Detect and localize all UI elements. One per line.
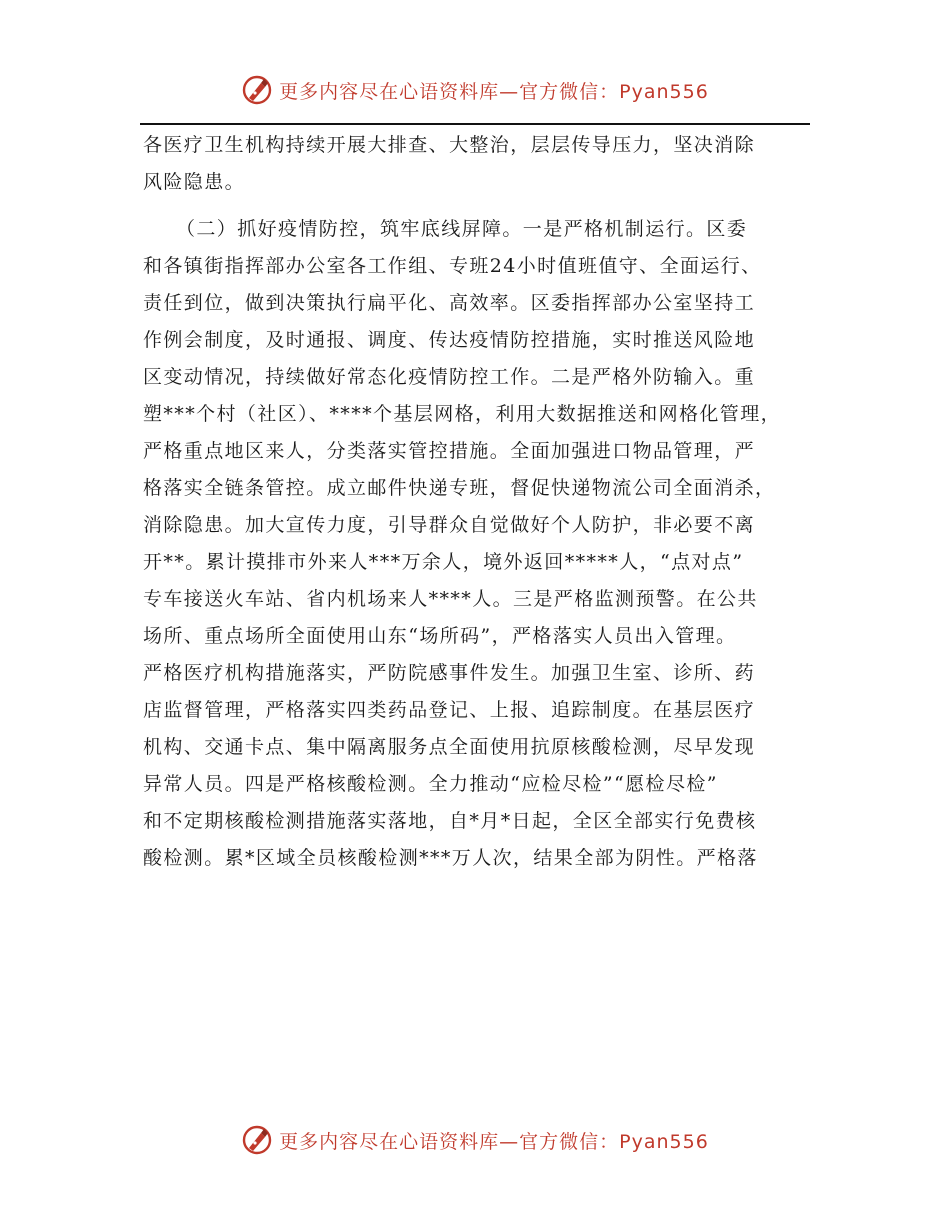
text-line: 和不定期核酸检测措施落实落地，自*月*日起，全区全部实行免费核	[143, 810, 757, 832]
document-body	[143, 127, 808, 877]
header-banner	[0, 70, 950, 110]
text-line: 严格重点地区来人，分类落实管控措施。全面加强进口物品管理，严	[143, 440, 756, 462]
text-line: 严格医疗机构措施落实，严防院感事件发生。加强卫生室、诊所、药	[143, 662, 756, 684]
text-line: 场所、重点场所全面使用山东“场所码”，严格落实人员出入管理。	[143, 625, 737, 647]
text-line: 区变动情况，持续做好常态化疫情防控工作。二是严格外防输入。重	[143, 366, 756, 388]
text-line: 各医疗卫生机构持续开展大排查、大整治，层层传导压力，坚决消除	[143, 134, 756, 156]
text-line: 开**。累计摸排市外来人***万余人，境外返回*****人，“点对点”	[143, 551, 744, 573]
footer-banner-text: 更多内容尽在心语资料库—官方微信：Pyan556	[279, 1130, 709, 1153]
text-line: 和各镇街指挥部办公室各工作组、专班24小时值班值守、全面运行、	[143, 255, 762, 277]
text-line: 格落实全链条管控。成立邮件快递专班，督促快递物流公司全面消杀，	[143, 477, 776, 499]
text-line: 消除隐患。加大宣传力度，引导群众自觉做好个人防护，非必要不离	[143, 514, 756, 536]
header-divider	[140, 123, 810, 125]
paragraph-heading-line: （二）抓好疫情防控，筑牢底线屏障。一是严格机制运行。区委	[176, 218, 748, 240]
text-line: 责任到位，做到决策执行扁平化、高效率。区委指挥部办公室坚持工	[143, 292, 756, 314]
text-line: 酸检测。累*区域全员核酸检测***万人次，结果全部为阴性。严格落	[143, 847, 758, 869]
footer-banner	[0, 1120, 950, 1160]
pen-nib-icon	[241, 1124, 273, 1156]
pen-nib-icon	[241, 74, 273, 106]
text-line: 塑***个村（社区）、****个基层网格，利用大数据推送和网格化管理，	[143, 403, 782, 425]
text-line: 风险隐患。	[143, 171, 246, 193]
text-line: 异常人员。四是严格核酸检测。全力推动“应检尽检”“愿检尽检”	[143, 773, 718, 795]
text-line: 店监督管理，严格落实四类药品登记、上报、追踪制度。在基层医疗	[143, 699, 756, 721]
header-banner-text: 更多内容尽在心语资料库—官方微信：Pyan556	[279, 80, 709, 103]
text-line: 机构、交通卡点、集中隔离服务点全面使用抗原核酸检测，尽早发现	[143, 736, 756, 758]
text-line: 专车接送火车站、省内机场来人****人。三是严格监测预警。在公共	[143, 588, 758, 610]
text-line: 作例会制度，及时通报、调度、传达疫情防控措施，实时推送风险地	[143, 329, 756, 351]
